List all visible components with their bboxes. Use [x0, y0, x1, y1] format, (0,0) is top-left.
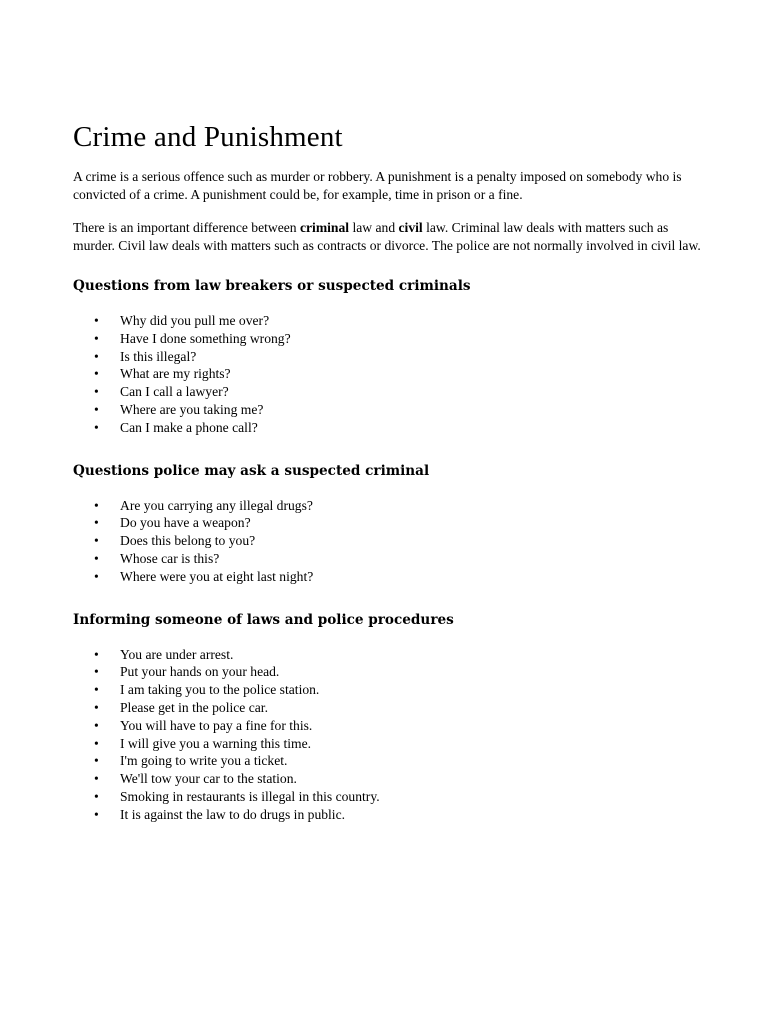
bullet: •	[94, 806, 99, 822]
difference-text-1: There is an important difference between	[73, 220, 300, 235]
bullet: •	[94, 533, 99, 549]
list-item-text: Can I call a lawyer?	[120, 384, 229, 400]
list-item-text: Why did you pull me over?	[120, 313, 270, 328]
lawbreaker-questions-list	[73, 312, 713, 437]
police-questions-list	[73, 497, 713, 586]
list-item-text: Are you carrying any illegal drugs?	[120, 497, 313, 513]
list-item	[73, 330, 713, 348]
bullet: •	[94, 753, 99, 769]
list-item	[73, 514, 713, 532]
list-item	[73, 752, 713, 770]
bullet: •	[94, 348, 99, 364]
page-title: Crime and Punishment	[73, 121, 343, 153]
list-item	[73, 646, 713, 664]
list-item	[73, 717, 713, 735]
list-item	[73, 681, 713, 699]
bullet: •	[94, 515, 99, 531]
bullet: •	[94, 401, 99, 417]
difference-text-3: law. Criminal law deals with matters such as murder. Civil law deals with matters such as contracts or divorce. The police are not normally involved in civil law.	[73, 220, 701, 253]
list-item-text: You will have to pay a fine for this.	[120, 717, 313, 733]
list-item-text: Whose car is this?	[120, 550, 220, 566]
list-item-text: Do you have a weapon?	[120, 515, 251, 531]
list-item	[73, 312, 713, 330]
list-item-text: It is against the law to do drugs in public.	[120, 806, 346, 822]
list-item-text: I will give you a warning this time.	[120, 735, 312, 751]
list-item-text: Smoking in restaurants is illegal in this country.	[120, 788, 380, 804]
difference-text-2: law and	[349, 220, 399, 235]
list-item	[73, 568, 713, 586]
list-item	[73, 419, 713, 437]
bullet: •	[94, 366, 99, 382]
list-item-text: Where are you taking me?	[120, 401, 264, 417]
list-item	[73, 770, 713, 788]
criminal-term: criminal	[299, 220, 350, 235]
list-item	[73, 663, 713, 681]
civil-term: civil	[398, 220, 423, 235]
list-item-text: Have I done something wrong?	[120, 330, 291, 346]
bullet: •	[94, 682, 99, 698]
difference-paragraph	[73, 219, 713, 254]
list-item	[73, 699, 713, 717]
list-item	[73, 383, 713, 401]
bullet: •	[94, 664, 99, 680]
list-item	[73, 401, 713, 419]
bullet: •	[94, 735, 99, 751]
list-item-text: We'll tow your car to the station.	[120, 771, 297, 787]
list-item	[73, 532, 713, 550]
bullet: •	[94, 330, 99, 346]
list-item	[73, 365, 713, 383]
intro-paragraph: A crime is a serious offence such as murder or robbery. A punishment is a penalty imposed on somebody who is convicted of a crime. A punishment could be, for example, time in prison or a fine.	[73, 169, 682, 202]
bullet: •	[94, 771, 99, 787]
bullet: •	[94, 384, 99, 400]
list-item	[73, 735, 713, 753]
list-item	[73, 788, 713, 806]
list-item-text: Does this belong to you?	[120, 533, 256, 549]
list-item-text: Put your hands on your head.	[120, 664, 280, 680]
section-heading-lawbreaker-questions: Questions from law breakers or suspected criminals	[73, 278, 471, 294]
list-item	[73, 497, 713, 515]
bullet: •	[94, 313, 99, 328]
list-item	[73, 550, 713, 568]
list-item-text: Can I make a phone call?	[120, 419, 258, 435]
list-item-text: I'm going to write you a ticket.	[120, 753, 288, 769]
bullet: •	[94, 550, 99, 566]
bullet: •	[94, 497, 99, 513]
list-item-text: I am taking you to the police station.	[120, 682, 320, 698]
list-item	[73, 348, 713, 366]
bullet: •	[94, 646, 99, 662]
bullet: •	[94, 568, 99, 584]
bullet: •	[94, 717, 99, 733]
list-item	[73, 806, 713, 824]
section-heading-police-questions: Questions police may ask a suspected criminal	[73, 462, 430, 479]
laws-procedures-list	[73, 646, 713, 824]
list-item-text: Is this illegal?	[120, 348, 197, 364]
list-item-text: Where were you at eight last night?	[120, 568, 314, 584]
bullet: •	[94, 788, 99, 804]
list-item-text: You are under arrest.	[120, 646, 234, 662]
list-item-text: Please get in the police car.	[120, 699, 268, 715]
section-heading-laws-procedures: Informing someone of laws and police procedures	[73, 611, 454, 628]
list-item-text: What are my rights?	[120, 366, 231, 382]
document-page	[73, 118, 713, 824]
bullet: •	[94, 699, 99, 715]
bullet: •	[94, 419, 99, 435]
